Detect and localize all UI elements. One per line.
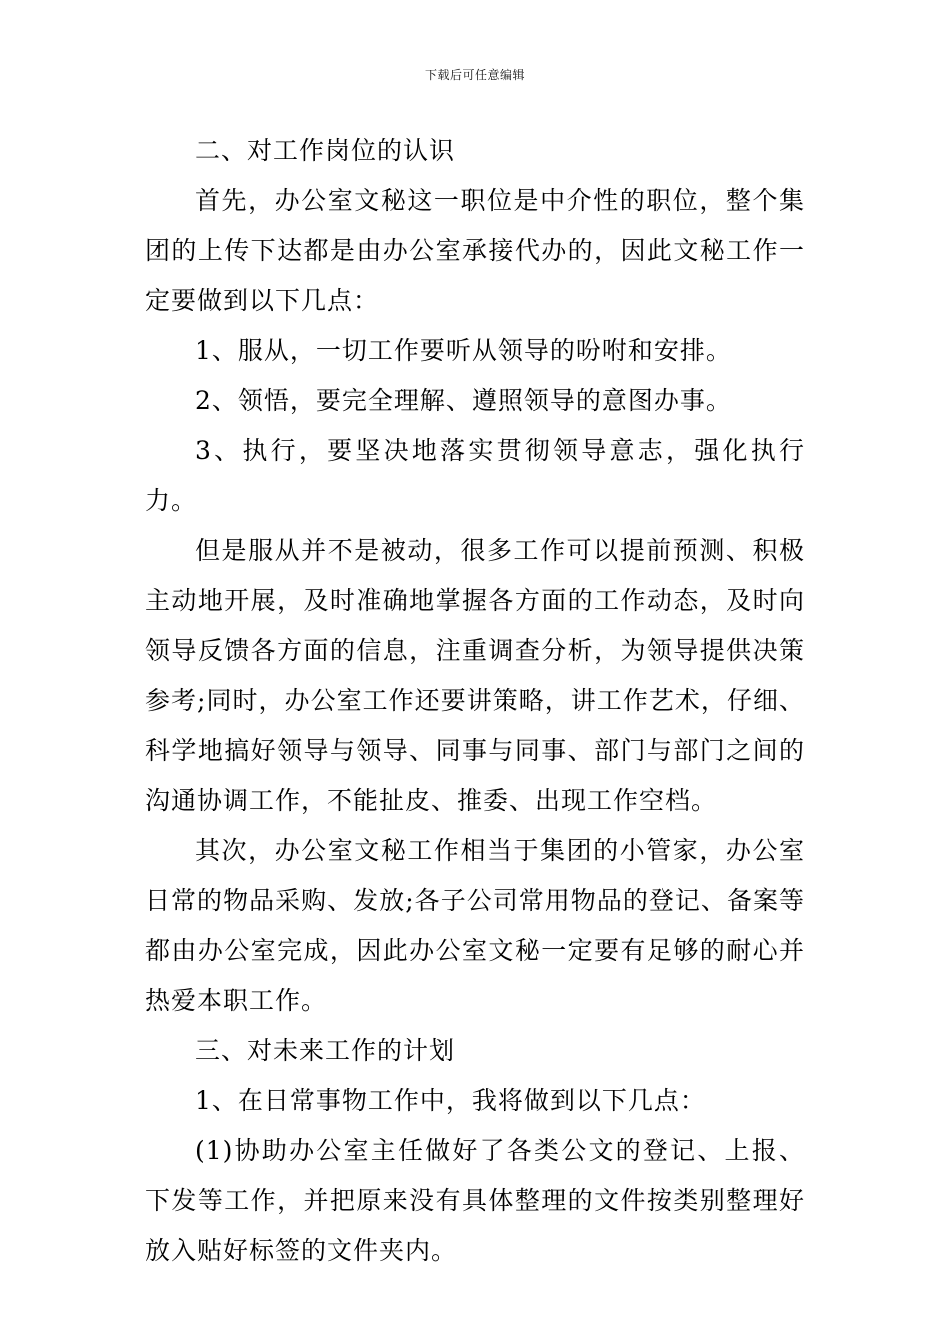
page-header-note: 下载后可任意编辑 — [424, 68, 525, 82]
paragraph-first-point: 首先，办公室文秘这一职位是中介性的职位，整个集团的上传下达都是由办公室承接代办的，因此文秘工作一定要做到以下几点： — [145, 186, 805, 315]
list-item-comprehend: 2、领悟，要完全理解、遵照领导的意图办事。 — [195, 386, 732, 415]
list-item-execute: 3、执行，要坚决地落实贯彻领导意志，强化执行力。 — [145, 436, 805, 515]
list-item-document-filing: (1)协助办公室主任做好了各类公文的登记、上报、下发等工作，并把原来没有具体整理的文件按类别整理好放入贴好标签的文件夹内。 — [145, 1136, 805, 1265]
list-item-daily-work: 1、在日常事物工作中，我将做到以下几点： — [195, 1086, 706, 1115]
document-body — [145, 126, 805, 1276]
list-item-obey: 1、服从，一切工作要听从领导的吩咐和安排。 — [195, 336, 732, 365]
paragraph-second-point: 其次，办公室文秘工作相当于集团的小管家，办公室日常的物品采购、发放;各子公司常用物品的登记、备案等都由办公室完成，因此办公室文秘一定要有足够的耐心并热爱本职工作。 — [145, 836, 805, 1015]
section-heading-future-plan: 三、对未来工作的计划 — [195, 1036, 456, 1065]
paragraph-proactive-work: 但是服从并不是被动，很多工作可以提前预测、积极主动地开展，及时准确地掌握各方面的工作动态，及时向领导反馈各方面的信息，注重调查分析，为领导提供决策参考;同时，办公室工作还要讲策略，讲工作艺术，仔细、科学地搞好领导与领导、同事与同事、部门与部门之间的沟通协调工作，不能扯皮、推委、出现工作空档。 — [145, 536, 805, 815]
section-heading-job-understanding: 二、对工作岗位的认识 — [195, 136, 456, 165]
